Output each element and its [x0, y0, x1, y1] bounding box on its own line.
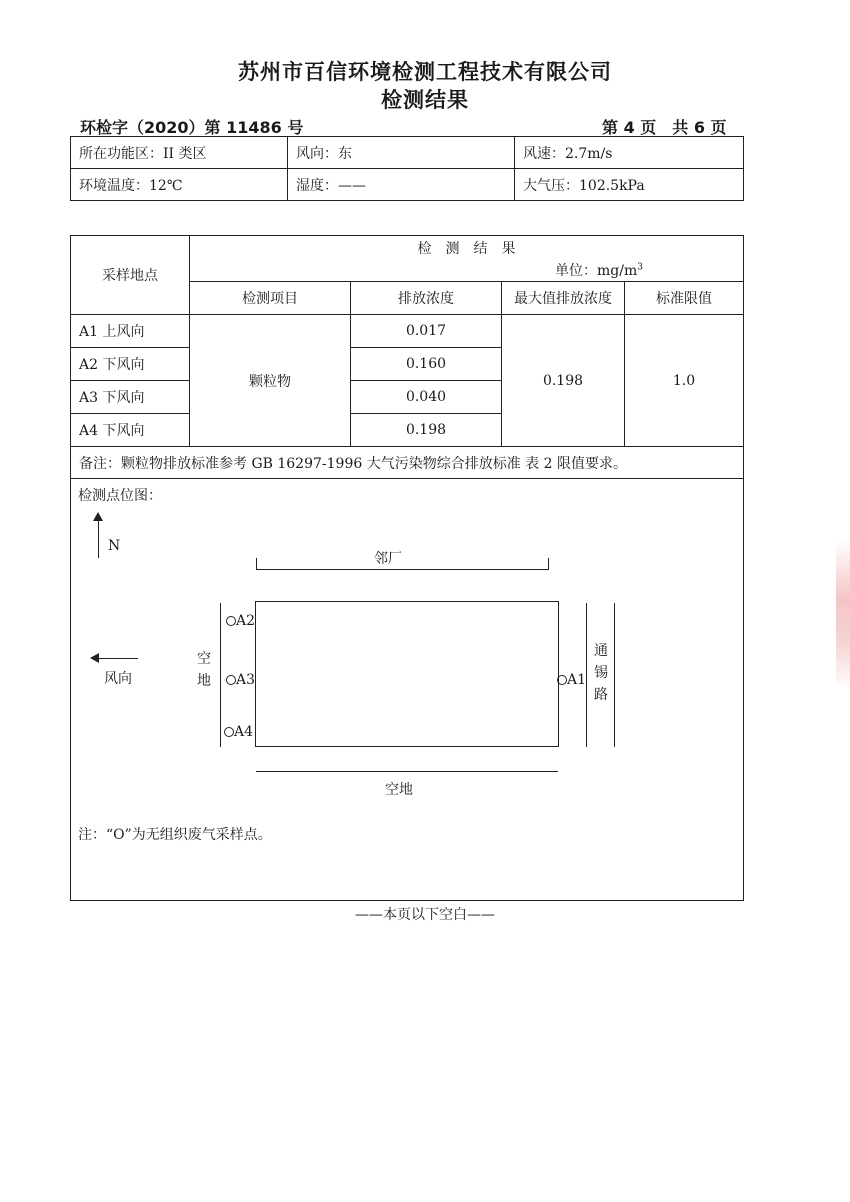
stamp-edge	[836, 540, 850, 690]
table-row	[71, 315, 744, 348]
results-table	[70, 235, 744, 479]
road-line-right	[614, 603, 615, 747]
neighbor-line	[256, 569, 549, 570]
neighbor-label: 邻厂	[374, 551, 402, 567]
limit-value-cell: 1.0	[625, 315, 744, 447]
point-a3: A3	[226, 672, 255, 688]
north-arrow-shaft	[98, 516, 99, 558]
site-cell: A2 下风向	[71, 348, 190, 381]
site-rectangle	[255, 601, 559, 747]
remark-cell: 备注：颗粒物排放标准参考 GB 16297-1996 大气污染物综合排放标准 表 2 限值要求。	[71, 447, 744, 479]
concentration-header: 排放浓度	[351, 282, 502, 315]
circle-icon	[224, 727, 234, 737]
site-cell: A1 上风向	[71, 315, 190, 348]
point-a1: A1	[557, 672, 586, 688]
concentration-cell: 0.040	[351, 381, 502, 414]
company-name: 苏州市百信环境检测工程技术有限公司	[238, 60, 612, 84]
temperature-cell: 环境温度：12℃	[71, 169, 288, 201]
pressure-cell: 大气压：102.5kPa	[515, 169, 744, 201]
item-cell: 颗粒物	[190, 315, 351, 447]
wind-arrow-icon	[90, 653, 99, 663]
road-label: 通锡路	[594, 643, 608, 703]
zone-cell: 所在功能区：II 类区	[71, 137, 288, 169]
neighbor-line-end-right	[548, 558, 549, 570]
north-label: N	[108, 538, 121, 554]
point-a4: A4	[224, 724, 253, 740]
report-number: 环检字（2020）第 11486 号	[80, 118, 304, 137]
item-header: 检测项目	[190, 282, 351, 315]
circle-icon	[226, 616, 236, 626]
west-boundary-line	[220, 603, 221, 747]
unit-label: 单位：$mg/m^3$	[190, 260, 744, 282]
site-cell: A4 下风向	[71, 414, 190, 447]
concentration-cell: 0.160	[351, 348, 502, 381]
north-arrow-icon	[93, 512, 103, 521]
max-concentration-header: 最大值排放浓度	[502, 282, 625, 315]
map-title: 检测点位图：	[78, 488, 162, 504]
max-value-cell: 0.198	[502, 315, 625, 447]
wind-arrow-shaft	[96, 658, 138, 659]
document-title: 检测结果	[381, 88, 469, 112]
page-info: 第 4 页 共 6 页	[602, 118, 727, 137]
concentration-cell: 0.017	[351, 315, 502, 348]
site-cell: A3 下风向	[71, 381, 190, 414]
blank-note: ——本页以下空白——	[355, 907, 495, 923]
conditions-table	[70, 136, 744, 201]
point-a2: A2	[226, 613, 255, 629]
wind-label: 风向	[104, 671, 132, 687]
humidity-cell: 湿度：——	[288, 169, 515, 201]
south-boundary-line	[256, 771, 558, 772]
site-header: 采样地点	[71, 236, 190, 315]
south-empty-label: 空地	[385, 782, 413, 798]
west-empty-label: 空地	[197, 651, 211, 689]
limit-header: 标准限值	[625, 282, 744, 315]
map-note: 注：“O”为无组织废气采样点。	[78, 827, 272, 843]
road-line-left	[586, 603, 587, 747]
circle-icon	[226, 675, 236, 685]
wind-direction-cell: 风向：东	[288, 137, 515, 169]
neighbor-line-end-left	[256, 558, 257, 570]
concentration-cell: 0.198	[351, 414, 502, 447]
circle-icon	[557, 675, 567, 685]
wind-speed-cell: 风速：2.7m/s	[515, 137, 744, 169]
results-group-title: 检 测 结 果	[190, 236, 744, 260]
